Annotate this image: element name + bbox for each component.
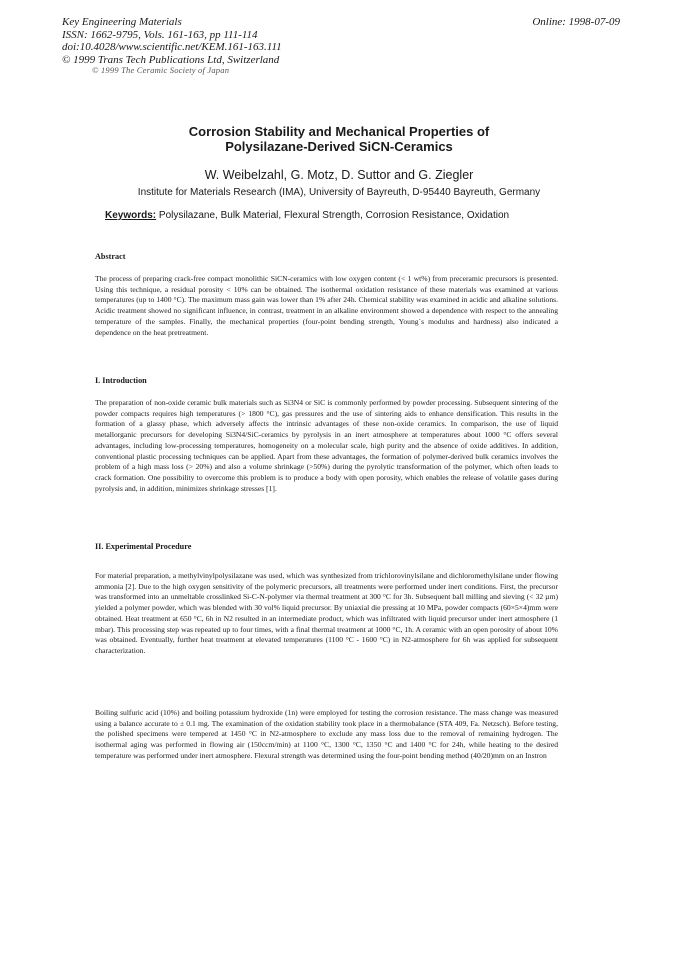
experimental-paragraph-2: Boiling sulfuric acid (10%) and boiling potassium hydroxide (1n) were employed for testing the corrosion resistance. The mass change was measured using a balance accurate to ± 0.1 mg. The examination of the oxidation stability took place in a thermobalance (STA 409, Fa. Netzsch). Before testing, the polished specimens were tempered at 1450 °C in N2-atmosphere to exclude any mass loss due to the removal of remaining hydrogen. The isothermal aging was performed in flowing air (150ccm/min) at 1100 °C, 1300 °C, 1350 °C and 1400 °C for 24h, while heating to the desired temperature was performed under inert atmosphere. Flexural strength was determined using the four-point bending method (40/20)mm on an Instron xyxy=(95,708,558,760)
abstract-text: The process of preparing crack-free compact monolithic SiCN-ceramics with low oxygen content (< 1 wt%) from preceramic precursors is presented. Using this technique, a residual porosity < 10% can be obtained. The isothermal oxidation resistance of these materials was examined at various temperatures (up to 1400 °C). The maximum mass gain was lower than 1% after 24h. Chemical stability was examined in acidic and alkaline solutions. Acidic treatment showed no significant influence, in contrast, treatment in an alkaline environment showed a dependence with respect to the annealing temperature of the samples. Finally, the mechanical properties (four-point bending strength, Young´s modulus and hardness) also indicated a dependence on the heat pretreatment. xyxy=(95,274,558,337)
journal-info xyxy=(62,16,282,66)
abstract-heading: Abstract xyxy=(95,252,126,261)
authors: W. Weibelzahl, G. Motz, D. Suttor and G. Ziegler xyxy=(204,168,474,182)
journal-name: Key Engineering Materials xyxy=(62,16,182,28)
experimental-paragraph-1: For material preparation, a methylvinylpolysilazane was used, which was synthesized from trichlorovinylsilane and dichloromethylsilane under flowing ammonia [2]. Due to the high oxygen sensitivity of the polymeric precursors, all treatments were performed under inert conditions. First, the precursor was transformed into an unmeltable crosslinked Si-C-N-polymer via thermal treatment at 300 °C for 3h. Subsequent ball milling and sieving (< 32 µm) yielded a polymer powder, which was blended with 30 vol% liquid precursor. By uniaxial die pressing at 10 MPa, powder compacts (60×5×4)mm were obtained. Heat treatment at 650 °C, 6h in N2 resulted in an intermediate product, which was infiltrated with liquid precursor under inert atmosphere (1 mbar). This processing step was repeated up to four times, with a final thermal treatment at 1000 °C, 1h. A ceramic with an open porosity of about 10% was obtained. Eventually, further heat treatment at elevated temperatures (1100 °C - 1600 °C) in N2-atmosphere for 6h was applied for subsequent characterization. xyxy=(95,571,558,655)
institute: Institute for Materials Research (IMA), University of Bayreuth, D-95440 Bayreuth, Germany xyxy=(137,187,541,198)
introduction-heading: I. Introduction xyxy=(95,376,147,385)
title-line-2: Polysilazane-Derived SiCN-Ceramics xyxy=(225,139,453,154)
keywords xyxy=(105,210,509,221)
title-line-1: Corrosion Stability and Mechanical Properties of xyxy=(188,124,490,139)
journal-issn: ISSN: 1662-9795, Vols. 161-163, pp 111-114 xyxy=(62,28,258,41)
online-date: Online: 1998-07-09 xyxy=(532,16,620,28)
introduction-text: The preparation of non-oxide ceramic bulk materials such as Si3N4 or SiC is commonly performed by powder processing. Subsequent sintering of the powder compacts requires high temperatures (> 1800 °C), gas pressures and the use of sintering aids to enhance densification. This results in the formation of a glassy phase, which adversely affects the intrinsic advantages of these non-oxide ceramics. In comparison, the use of liquid metallorganic precursors for developing Si3N4/SiC-ceramics by pyrolysis in an inert atmosphere at temperatures about 1000 °C offers several advantages, including low-processing temperatures, homogeneity on a molecular scale, high purity and the absence of oxide additives. In addition, conventional plastic processing techniques can be applied. Apart from these advantages, the formation of polymer-derived bulk ceramics involves the problem of a high mass loss (> 20%) and also a volume shrinkage (>50%) during the pyrolytic transformation of the polymer, which often leads to crack formation. One possibility to overcome this problem is to produce a body with open porosity, which enables the release of volatile gases during pyrolysis and, in addition, minimizes shrinkage stresses [1]. xyxy=(95,398,558,493)
paper-title xyxy=(0,124,678,154)
experimental-heading: II. Experimental Procedure xyxy=(95,542,192,551)
journal-copyright: © 1999 Trans Tech Publications Ltd, Switzerland xyxy=(62,53,280,66)
keywords-text: Polysilazane, Bulk Material, Flexural Strength, Corrosion Resistance, Oxidation xyxy=(158,210,510,221)
journal-doi[interactable]: doi:10.4028/www.scientific.net/KEM.161-163.111 xyxy=(62,41,282,53)
keywords-label: Keywords: xyxy=(105,210,157,221)
faded-copyright: © 1999 The Ceramic Society of Japan xyxy=(92,65,230,75)
